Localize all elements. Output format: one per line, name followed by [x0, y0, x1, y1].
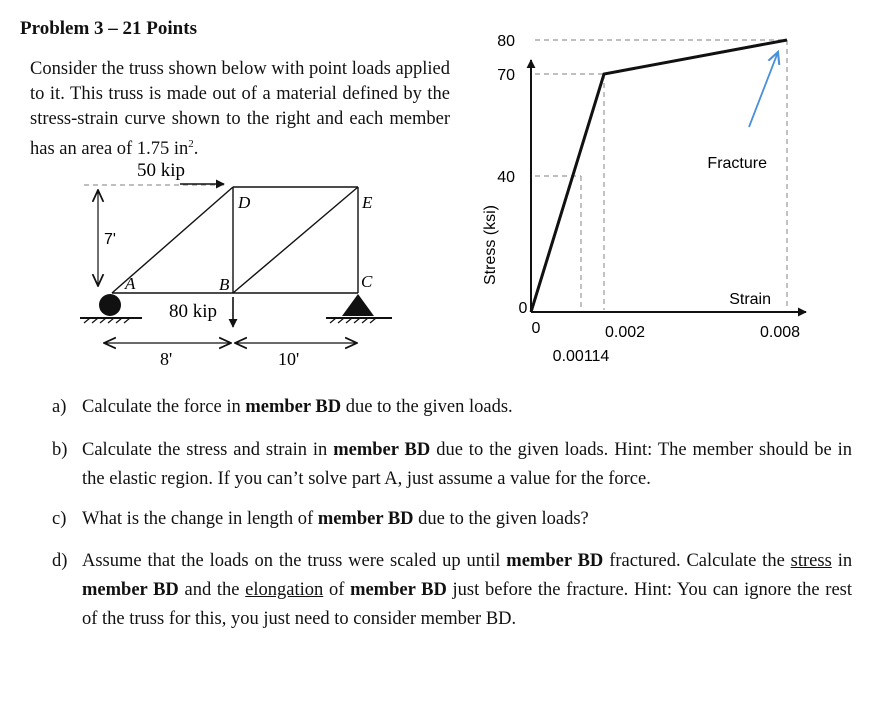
pin-support-C: [326, 294, 392, 323]
stress-strain-line: [531, 40, 787, 312]
question-c-member: member BD: [317, 509, 414, 529]
intro-text: Consider the truss shown below with point loads applied to it. This truss is made out of a material defined by the stress-strain curve shown to the right and each member has an area of: [30, 59, 450, 160]
question-d-member-1: member BD: [506, 551, 604, 571]
question-b-post: due to the given loads. Hint: The member should be in the elastic region. If you can’t solve part A, just assume a value for the force.: [82, 440, 853, 489]
x-tick-0.008: 0.008: [759, 324, 801, 341]
question-b: [52, 436, 852, 494]
question-d-elongation: elongation: [245, 580, 324, 600]
question-a-post: due to the given loads.: [345, 397, 513, 417]
question-c-post: due to the given loads?: [418, 509, 589, 529]
truss-diagram: [80, 160, 392, 369]
question-d-t1: Assume that the loads on the truss were scaled up until: [82, 551, 501, 571]
stress-strain-chart: [482, 33, 806, 365]
span-left-label: 8': [160, 349, 173, 369]
area-value: 1.75 in: [136, 139, 189, 160]
fracture-annotation: Fracture: [707, 155, 767, 172]
area-exponent: 2: [188, 138, 194, 150]
pin-support-A: [80, 294, 142, 323]
node-label-A: A: [125, 274, 136, 293]
question-c-label: c): [52, 509, 67, 529]
problem-title: Problem 3 – 21 Points: [20, 18, 197, 39]
question-d-member-2: member BD: [82, 580, 179, 600]
question-d-t5: of: [328, 580, 345, 600]
question-b-member: member BD: [333, 440, 431, 460]
x-origin-label: 0: [531, 320, 541, 337]
y-tick-80: 80: [497, 33, 515, 50]
y-tick-40: 40: [497, 169, 515, 186]
y-axis-title: Stress (ksi): [482, 205, 499, 285]
question-a-label: a): [52, 397, 67, 417]
question-a-pre: Calculate the force in: [82, 397, 241, 417]
height-dimension-label: 7': [104, 231, 116, 248]
intro-end: .: [193, 139, 199, 160]
x-axis-title: Strain: [729, 291, 771, 308]
load-top-label: 50 kip: [137, 160, 186, 181]
question-d-t6: just before the fracture. Hint: You can ignore the rest of the truss for this, you just need to consider member BD.: [82, 580, 853, 629]
question-c-pre: What is the change in length of: [82, 509, 314, 529]
span-right-label: 10': [278, 349, 300, 369]
question-d-t2: fractured. Calculate the: [609, 551, 785, 571]
question-a: [52, 393, 852, 422]
x-tick-0.00114: 0.00114: [552, 348, 610, 365]
question-d-member-3: member BD: [350, 580, 447, 600]
y-origin-label: 0: [518, 300, 528, 317]
question-d-label: d): [52, 551, 68, 571]
question-a-member: member BD: [245, 397, 342, 417]
question-b-pre: Calculate the stress and strain in: [82, 440, 328, 460]
member-BE: [233, 187, 358, 293]
question-d: [52, 547, 852, 634]
node-label-B: B: [219, 275, 230, 294]
node-label-E: E: [362, 193, 373, 212]
fracture-arrow: [749, 52, 778, 127]
question-b-label: b): [52, 440, 68, 460]
question-c: [52, 505, 852, 534]
y-tick-70: 70: [497, 67, 515, 84]
question-d-t4: and the: [184, 580, 240, 600]
load-bottom-label: 80 kip: [169, 301, 218, 322]
x-tick-0.002: 0.002: [604, 324, 646, 341]
node-label-D: D: [238, 193, 251, 212]
question-d-stress: stress: [790, 551, 832, 571]
question-d-t3: in: [837, 551, 853, 571]
node-label-C: C: [361, 272, 373, 291]
